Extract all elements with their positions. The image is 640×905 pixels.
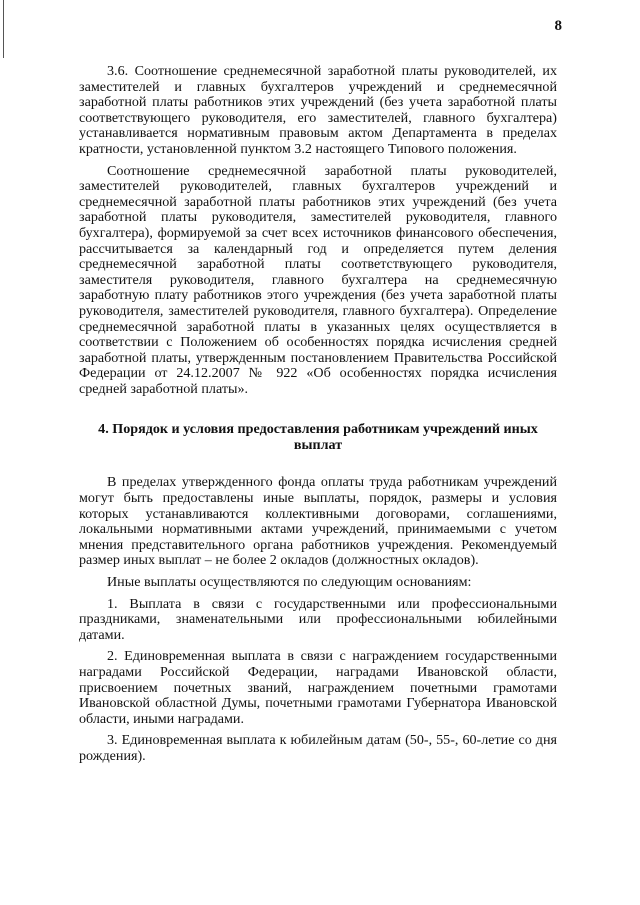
paragraph-ratio-calculation: Соотношение среднемесячной заработной платы руководителей, заместителей руководителей, главных бухгалтеров учреждений и среднемесячной заработной платы работников этих учреждений (без учета заработной платы руководителя, заместителей руководителя, главного бухгалтера), формируемой за счет всех источников финансового обеспечения, рассчитывается за календарный год и определяется путем деления среднемесячной заработной платы соответствующего руководителя, заместителя руководителя, главного бухгалтера на среднемесячную заработную плату работников этого учреждения (без учета заработной платы руководителя, заместителей руководителя, главного бухгалтера). Определение среднемесячной заработной платы в указанных целях осуществляется в соответствии с Положением об особенностях порядка исчисления средней заработной платы, утвержденным постановлением Правительства Российской Федерации от 24.12.2007 № 922 «Об особенностях порядка исчисления средней заработной платы».	[79, 162, 557, 397]
paragraph-payment-grounds: Иные выплаты осуществляются по следующим основаниям:	[107, 574, 472, 591]
document-body	[79, 64, 557, 771]
scan-edge-line	[3, 0, 4, 58]
paragraph-other-payments-intro: В пределах утвержденного фонда оплаты труда работникам учреждений могут быть предоставлены иные выплаты, порядок, размеры и условия которых устанавливаются коллективными договорами, соглашениями, локальными нормативными актами учреждений, принимаемыми с учетом мнения представительного органа работников учреждения. Рекомендуемый размер иных выплат – не более 2 окладов (должностных окладов).	[79, 474, 557, 569]
section-4-title: 4. Порядок и условия предоставления работникам учреждений иных выплат	[98, 421, 538, 454]
list-item-1-holidays: 1. Выплата в связи с государственными или профессиональными праздниками, знаменательными или профессиональными юбилейными датами.	[79, 595, 557, 643]
paragraph-3-6: 3.6. Соотношение среднемесячной заработной платы руководителей, их заместителей и главных бухгалтеров учреждений и среднемесячной заработной платы работников этих учреждений (без учета заработной платы соответствующего руководителя, его заместителей, главного бухгалтера) устанавливается нормативным правовым актом Департамента в пределах кратности, установленной пунктом 3.2 настоящего Типового положения.	[79, 63, 557, 157]
list-item-2-awards: 2. Единовременная выплата в связи с награждением государственными наградами Российской Федерации, наградами Ивановской области, присвоением почетных званий, награждением почетными грамотами Ивановской областной Думы, почетными грамотами Губернатора Ивановской области, иными наградами.	[79, 648, 557, 727]
page-number: 8	[554, 18, 562, 34]
list-item-3-anniversaries: 3. Единовременная выплата к юбилейным датам (50-, 55-, 60-летие со дня рождения).	[79, 732, 557, 764]
